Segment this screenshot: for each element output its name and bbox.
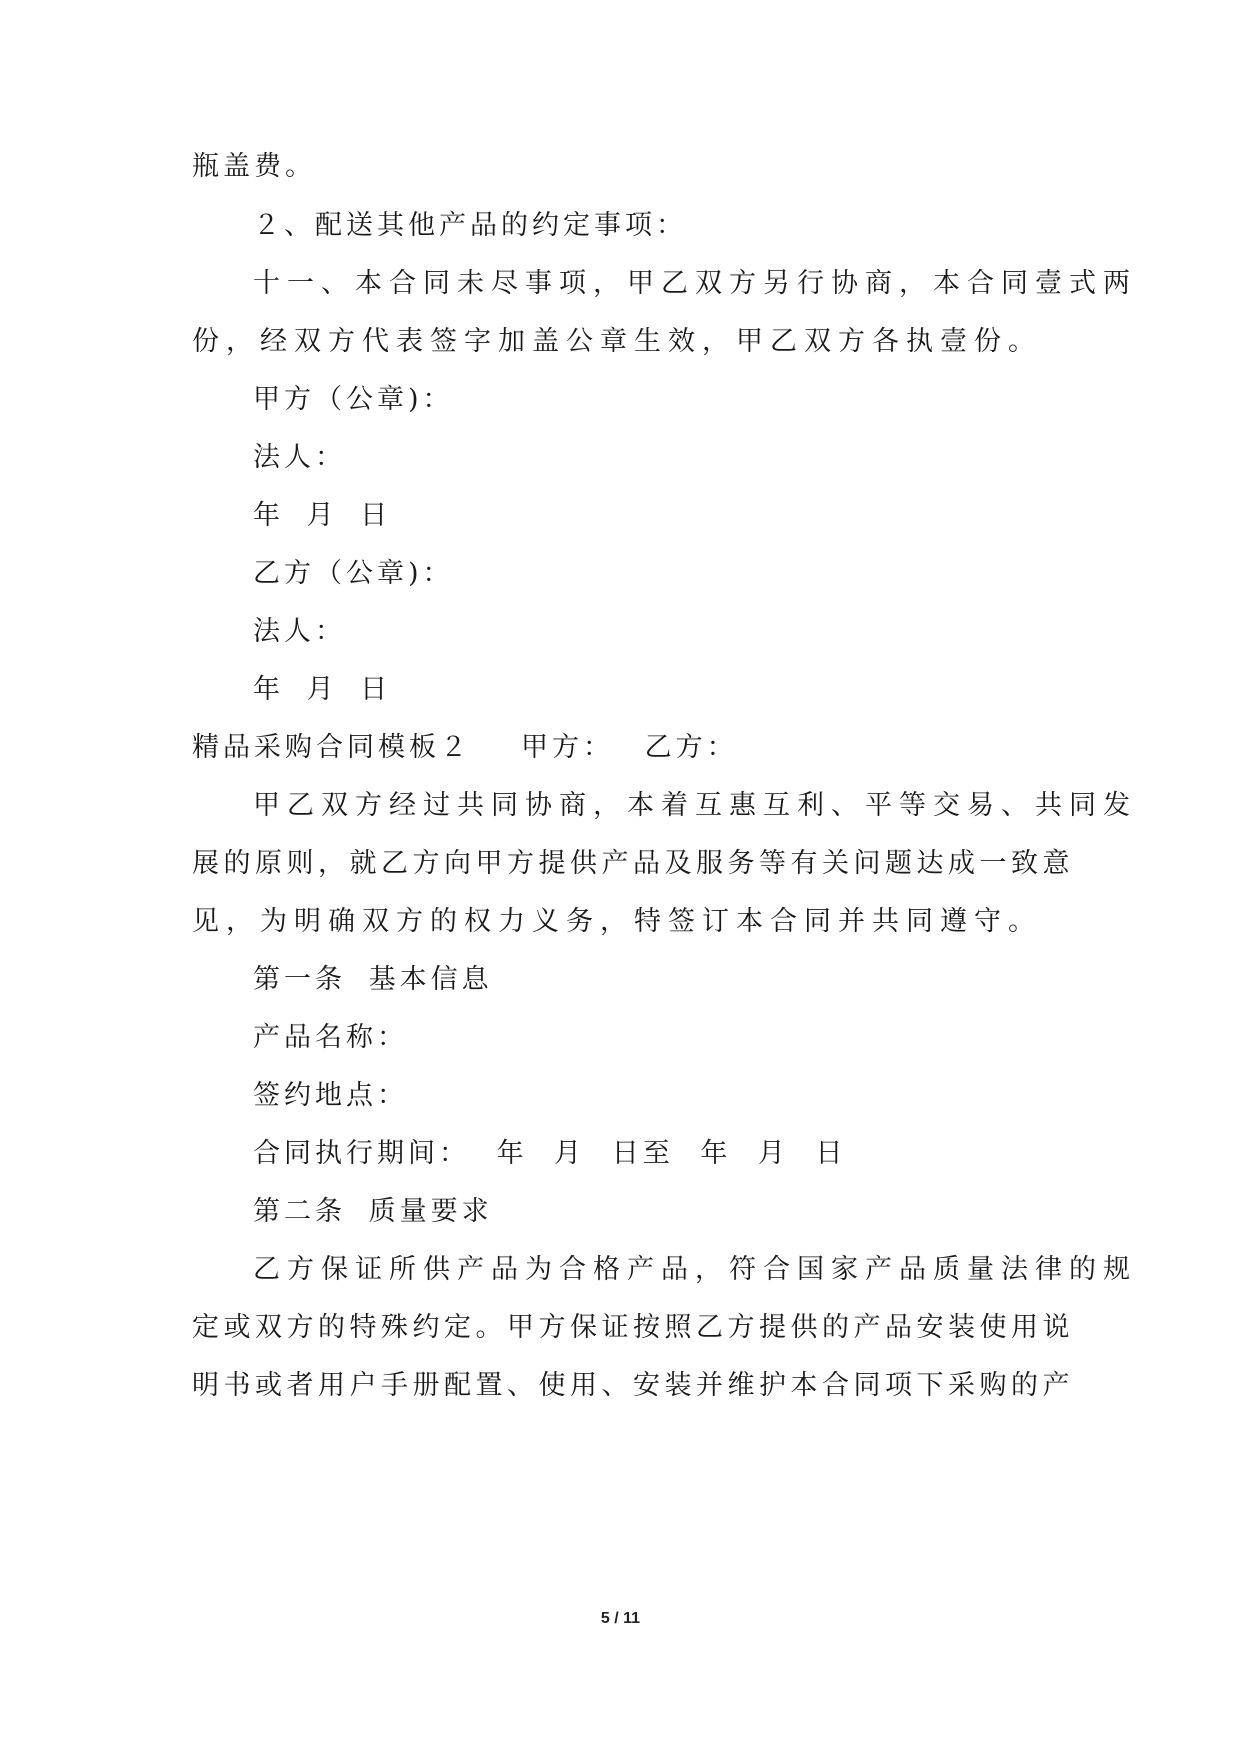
article-heading: 第二条 质量要求	[253, 1196, 493, 1227]
text-line: 瓶盖费。	[192, 151, 316, 182]
contract-title: 精品采购合同模板２	[192, 732, 471, 763]
text-line: 展的原则，就乙方向甲方提供产品及服务等有关问题达成一致意	[192, 848, 1074, 879]
section-heading	[192, 728, 738, 768]
text-line: 法人：	[253, 616, 346, 647]
page-number: 5 / 11	[600, 1610, 641, 1627]
text-line: 签约地点：	[253, 1080, 408, 1111]
text-line: 乙方保证所供产品为合格产品，符合国家产品质量法律的规	[253, 1254, 1137, 1285]
text-line: 年 月 日	[253, 500, 392, 531]
text-line: 甲方（公章)：	[253, 384, 454, 415]
text-line: 甲乙双方经过共同协商，本着互惠互利、平等交易、共同发	[253, 790, 1137, 821]
text-line: 份，经双方代表签字加盖公章生效，甲乙双方各执壹份。	[192, 326, 1042, 357]
text-line: 定或双方的特殊约定。甲方保证按照乙方提供的产品安装使用说	[192, 1312, 1074, 1343]
text-line: 产品名称：	[253, 1022, 408, 1053]
text-line: 十一、本合同未尽事项，甲乙双方另行协商，本合同壹式两	[253, 268, 1137, 299]
text-line: 明书或者用户手册配置、使用、安装并维护本合同项下采购的产	[192, 1370, 1074, 1401]
text-line: ２、配送其他产品的约定事项：	[253, 210, 687, 241]
text-line: 年 月 日	[253, 674, 392, 705]
text-line: 见，为明确双方的权力义务，特签订本合同并共同遵守。	[192, 906, 1042, 937]
text-line: 法人：	[253, 442, 346, 473]
text-line: 合同执行期间： 年 月 日至 年 月 日	[253, 1138, 847, 1169]
parties-label: 甲方： 乙方：	[521, 732, 738, 763]
article-heading: 第一条 基本信息	[253, 964, 493, 995]
text-line: 乙方（公章)：	[253, 558, 454, 589]
